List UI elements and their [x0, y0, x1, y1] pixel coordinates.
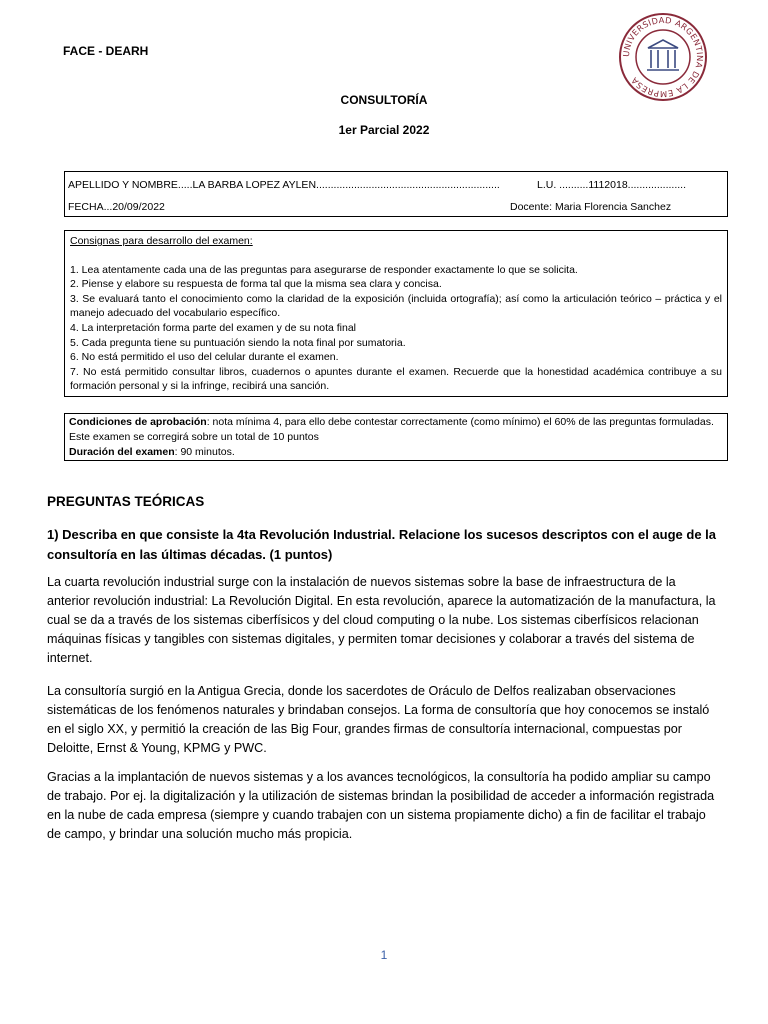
instruction-item: 1. Lea atentamente cada una de las preguntas para asegurarse de responder exactamente lo que se solicita. — [70, 263, 578, 276]
instruction-item: 7. No está permitido consultar libros, cuadernos o apuntes durante el examen. Recuerde que la honestidad académica contribuye a su formación personal y si la infringe, recibirá una sanción. — [70, 365, 722, 393]
answer-paragraph-3: Gracias a la implantación de nuevos sistemas y a los avances tecnológicos, la consultoría ha podido ampliar su campo de trabajo. Por ej. la digitalización y la utilización de sistemas brindan la posibilidad de acceder a información registrada en la nube de cada empresa (siempre y cuando trabajen con un sistema propiamente dicho) a fin de facilitar el trabajo de campo, y brindar una solución mucho más propicia. — [47, 770, 715, 841]
question-1: 1) Describa en que consiste la 4ta Revolución Industrial. Relacione los sucesos descriptos con el auge de la consultoría en las últimas décadas. (1 puntos) — [47, 527, 716, 562]
instruction-item: 2. Piense y elabore su respuesta de forma tal que la misma sea clara y concisa. — [70, 278, 442, 291]
page-number: 1 — [380, 948, 388, 962]
answer-paragraph-1: La cuarta revolución industrial surge con la instalación de nuevos sistemas sobre la base de infraestructura de la anterior revolución industrial: La Revolución Digital. En esta revolución, aparece la automatización de la manufactura, la cual se da a través de los sistemas ciberfísicos y del cloud computing o la nube. Los sistemas ciberfísicos relacionan máquinas físicas y tangibles con sistemas digitales, y permiten tomar decisiones y colaborar a través del sistema de internet. — [47, 575, 716, 665]
university-seal-logo — [618, 12, 708, 102]
instruction-item: 3. Se evaluará tanto el conocimiento como la claridad de la exposición (incluida ortografía); así como la articulación teórico – práctica y el manejo adecuado del vocabulario específico. — [70, 292, 722, 320]
faculty-label: FACE - DEARH — [63, 44, 149, 58]
teacher-field: Docente: Maria Florencia Sanchez — [510, 201, 672, 213]
instructions-heading: Consignas para desarrollo del examen: — [70, 235, 253, 247]
svg-text:UNIVERSIDAD ARGENTINA DE LA EM: UNIVERSIDAD ARGENTINA DE LA EMPRESA — [620, 14, 706, 100]
student-name-field: APELLIDO Y NOMBRE.....LA BARBA LOPEZ AYLEN............................................................... — [68, 179, 500, 191]
answer-paragraph-2: La consultoría surgió en la Antigua Grecia, donde los sacerdotes de Oráculo de Delfos realizaban observaciones sistemáticas de los fenómenos naturales y brindaban consejos. La forma de consultoría que hoy conocemos se instaló en el siglo XX, y permitió la creación de las Big Four, grandes firmas de consultoría internacional, compuestas por Deloitte, Ernst & Young, KPMG y PWC. — [47, 684, 710, 755]
student-lu-field: L.U. ..........1112018.................... — [537, 179, 687, 191]
instructions-box — [64, 230, 728, 397]
document-subtitle: 1er Parcial 2022 — [338, 123, 430, 137]
instruction-item: 5. Cada pregunta tiene su puntuación siendo la nota final por sumatoria. — [70, 336, 406, 349]
student-info-box — [64, 171, 728, 217]
instruction-item: 6. No está permitido el uso del celular durante el examen. — [70, 351, 339, 364]
section-title: PREGUNTAS TEÓRICAS — [47, 494, 205, 509]
duration-label: Duración del examen — [69, 446, 175, 458]
approval-conditions-box — [64, 413, 728, 461]
document-title: CONSULTORÍA — [340, 93, 428, 107]
conditions-text: : nota mínima 4, para ello debe contestar correctamente (como mínimo) el 60% de las preguntas formuladas. Este examen se corregirá sobre un total de 10 puntos — [69, 416, 714, 443]
conditions-label: Condiciones de aprobación — [69, 416, 207, 428]
duration-text: : 90 minutos. — [174, 446, 235, 458]
instruction-item: 4. La interpretación forma parte del examen y de su nota final — [70, 321, 357, 334]
exam-date-field: FECHA...20/09/2022 — [68, 201, 165, 213]
